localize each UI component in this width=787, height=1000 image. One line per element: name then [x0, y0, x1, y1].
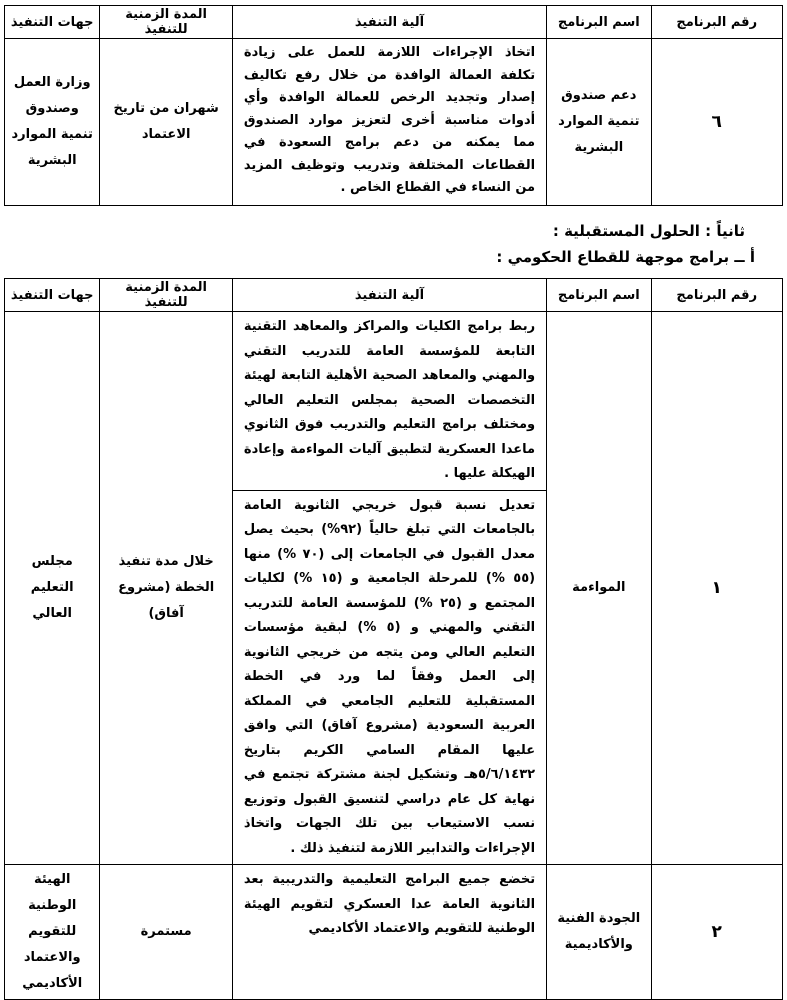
table1-header-row [5, 6, 783, 39]
table2-row-program-1-part-1 [5, 312, 783, 491]
table2-row-program-2 [5, 865, 783, 1000]
column-header-program-number: رقم البرنامج [651, 279, 783, 312]
cell-mechanism-part-1: ربط برامج الكليات والمراكز والمعاهد التقنية التابعة للمؤسسة العامة للتدريب التقني والمهني والمعاهد الصحية الأهلية التابعة لهيئة التخصصات الصحية بمجلس التعليم العالي ومختلف برامج التعليم والتدريب فوق الثانوي ماعدا العسكرية لتطبيق آليات المواءمة وإعادة الهيكلة عليها . [232, 312, 546, 491]
cell-mechanism: تخضع جميع البرامج التعليمية والتدريبية بعد الثانوية العامة عدا العسكري لتقويم الهيئة الوطنية للتقويم والاعتماد الأكاديمي [232, 865, 546, 1000]
table-government-sector-programs [4, 278, 783, 1000]
cell-program-name: دعم صندوق تنمية الموارد البشرية [547, 39, 651, 206]
column-header-program-name: اسم البرنامج [547, 6, 651, 39]
column-header-program-number: رقم البرنامج [651, 6, 783, 39]
cell-program-number: ٦ [651, 39, 783, 206]
cell-entities: مجلس التعليم العالي [5, 312, 100, 865]
cell-program-number: ٢ [651, 865, 783, 1000]
cell-program-name: المواءمة [547, 312, 651, 865]
column-header-duration: المدة الزمنية للتنفيذ [100, 6, 233, 39]
section-headings [0, 206, 787, 278]
cell-entities: الهيئة الوطنية للتقويم والاعتماد الأكاديمي [5, 865, 100, 1000]
cell-duration: مستمرة [100, 865, 233, 1000]
column-header-mechanism: آلية التنفيذ [232, 6, 546, 39]
cell-program-number: ١ [651, 312, 783, 865]
table2-header-row [5, 279, 783, 312]
document-page [0, 5, 787, 991]
cell-entities: وزارة العمل وصندوق تنمية الموارد البشرية [5, 39, 100, 206]
cell-duration: شهران من تاريخ الاعتماد [100, 39, 233, 206]
section-heading: ثانياً : الحلول المستقبلية : [552, 222, 745, 240]
column-header-duration: المدة الزمنية للتنفيذ [100, 279, 233, 312]
table-current-solutions [4, 5, 783, 206]
column-header-entities: جهات التنفيذ [5, 6, 100, 39]
table1-row-program-6 [5, 39, 783, 206]
subsection-heading: أ ــ برامج موجهة للقطاع الحكومي : [496, 248, 755, 266]
cell-program-name: الجودة الفنية والأكاديمية [547, 865, 651, 1000]
cell-duration: خلال مدة تنفيذ الخطة (مشروع آفاق) [100, 312, 233, 865]
cell-mechanism-part-2: تعديل نسبة قبول خريجي الثانوية العامة بالجامعات التي تبلغ حالياً (٩٢%) بحيث يصل معدل القبول في الجامعات إلى (٧٠ %) منها (٥٥ %) للمرحلة الجامعية و (١٥ %) لكليات المجتمع و (٢٥ %) للمؤسسة العامة للتدريب التقني والمهني و (٥ %) لبقية مؤسسات التعليم العالي ومن يتجه من خريجي الثانوية إلى العمل وفقاً لما ورد في الخطة المستقبلية للتعليم الجامعي في المملكة العربية السعودية (مشروع آفاق) التي وافق عليها المقام السامي الكريم بتاريخ ٥/٦/١٤٣٢هـ وتشكيل لجنة مشتركة تجتمع في نهاية كل عام دراسي لتنسيق القبول وتوزيع نسب الاستيعاب بين تلك الجهات واتخاذ الإجراءات والتدابير اللازمة لتنفيذ ذلك . [232, 490, 546, 865]
column-header-entities: جهات التنفيذ [5, 279, 100, 312]
column-header-program-name: اسم البرنامج [547, 279, 651, 312]
column-header-mechanism: آلية التنفيذ [232, 279, 546, 312]
cell-mechanism: اتخاذ الإجراءات اللازمة للعمل على زيادة تكلفة العمالة الوافدة من خلال رفع تكاليف إصدار وتجديد الرخص للعمالة الوافدة وأي أدوات مناسبة أخرى لتعزيز موارد الصندوق مما يمكنه من دعم برامج السعودة في القطاعات المختلفة وتدريب وتوظيف المزيد من النساء في القطاع الخاص . [232, 39, 546, 206]
